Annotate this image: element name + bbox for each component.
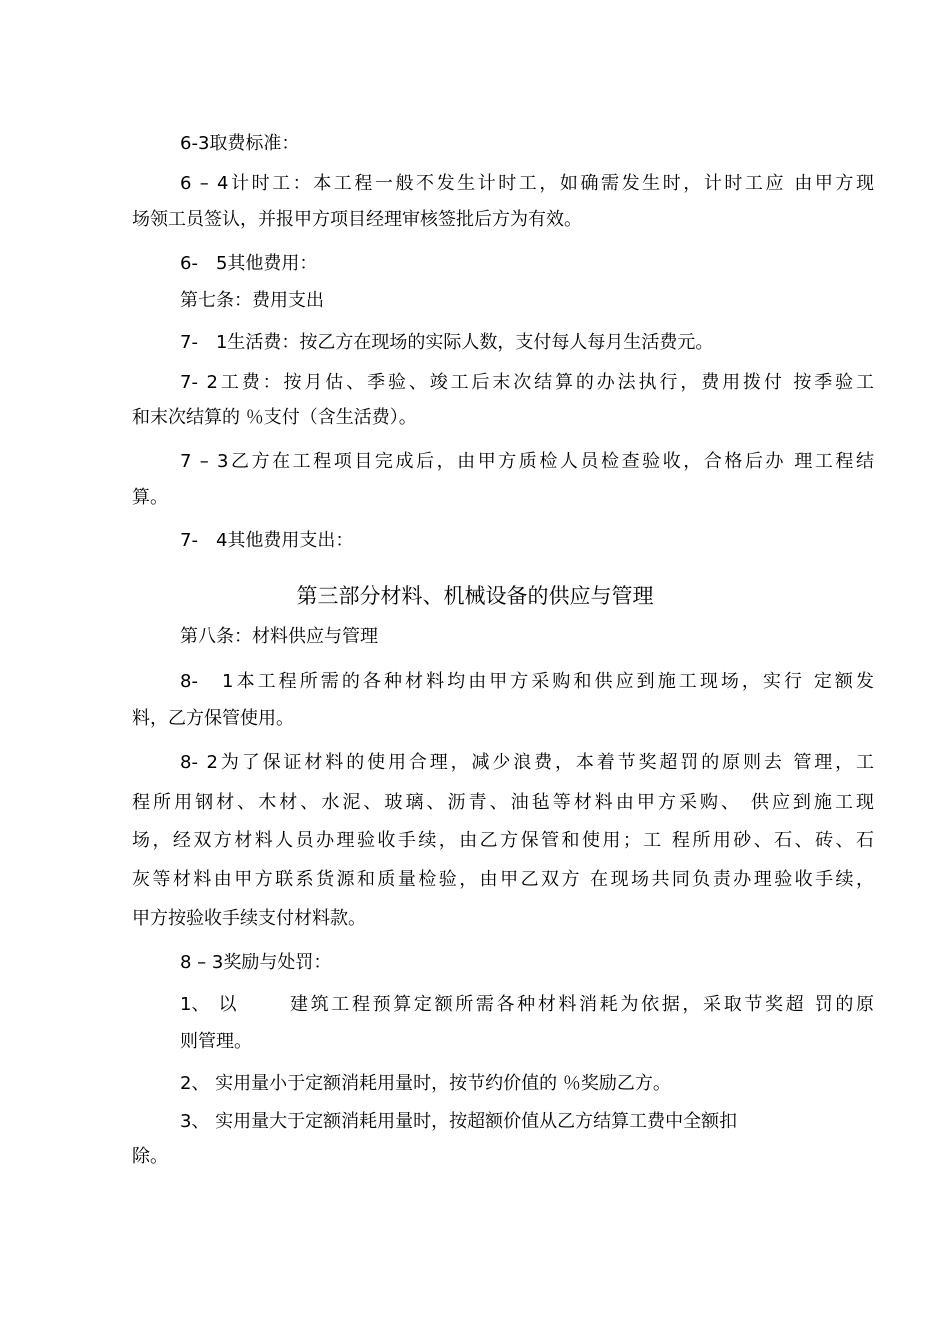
- paragraph-7-2-line-2: 和末次结算的 ％支付（含生活费）。: [132, 407, 417, 428]
- paragraph-8-2-line-4: 灰等材料由甲方联系货源和质量检验，由甲乙双方 在现场共同负责办理验收手续，: [132, 869, 874, 890]
- list-item-1-line-2: 则管理。: [180, 1031, 252, 1052]
- list-item-3-line-1: 3、 实用量大于定额消耗用量时，按超额价值从乙方结算工费中全额扣: [180, 1111, 738, 1132]
- paragraph-7-4: 7- 4其他费用支出：: [180, 530, 354, 551]
- article-8-title: 第八条：材料供应与管理: [180, 626, 378, 647]
- paragraph-7-2-line-1: 7- 2工费：按月估、季验、竣工后末次结算的办法执行，费用拨付 按季验工: [180, 372, 874, 393]
- paragraph-7-3-line-2: 算。: [132, 487, 168, 508]
- paragraph-6-3: 6-3取费标准：: [180, 133, 300, 154]
- list-item-1-line-1: 建筑工程预算定额所需各种材料消耗为依据，采取节奖超 罚的原: [290, 994, 874, 1015]
- paragraph-8-2-line-2: 程所用钢材、木材、水泥、玻璃、沥青、油毡等材料由甲方采购、 供应到施工现: [132, 792, 874, 813]
- list-item-3-line-2: 除。: [132, 1146, 168, 1167]
- paragraph-8-1-line-2: 料，乙方保管使用。: [132, 708, 294, 729]
- paragraph-8-1-line-1: 8- 1本工程所需的各种材料均由甲方采购和供应到施工现场，实行 定额发: [180, 671, 874, 692]
- list-item-2: 2、 实用量小于定额消耗用量时，按节约价值的 ％奖励乙方。: [180, 1073, 671, 1094]
- paragraph-7-1: 7- 1生活费：按乙方在现场的实际人数，支付每人每月生活费元。: [180, 332, 714, 353]
- paragraph-8-2-line-1: 8- 2为了保证材料的使用合理，减少浪费，本着节奖超罚的原则去 管理，工: [180, 752, 874, 773]
- paragraph-8-2-line-3: 场，经双方材料人员办理验收手续，由乙方保管和使用；工 程所用砂、石、砖、石: [132, 830, 874, 851]
- paragraph-8-3: 8 – 3奖励与处罚：: [180, 952, 332, 973]
- paragraph-7-3-line-1: 7 – 3乙方在工程项目完成后，由甲方质检人员检查验收，合格后办 理工程结: [180, 451, 874, 472]
- paragraph-6-4-line-2: 场领工员签认，并报甲方项目经理审核签批后方为有效。: [132, 209, 582, 230]
- article-7-title: 第七条：费用支出: [180, 290, 324, 311]
- paragraph-6-5: 6- 5其他费用：: [180, 253, 318, 274]
- list-item-1-number: 1、 以: [180, 994, 237, 1015]
- section-3-heading: 第三部分材料、机械设备的供应与管理: [296, 584, 654, 608]
- paragraph-6-4-line-1: 6 – 4计时工：本工程一般不发生计时工，如确需发生时，计时工应 由甲方现: [180, 173, 874, 194]
- paragraph-8-2-line-5: 甲方按验收手续支付材料款。: [132, 908, 366, 929]
